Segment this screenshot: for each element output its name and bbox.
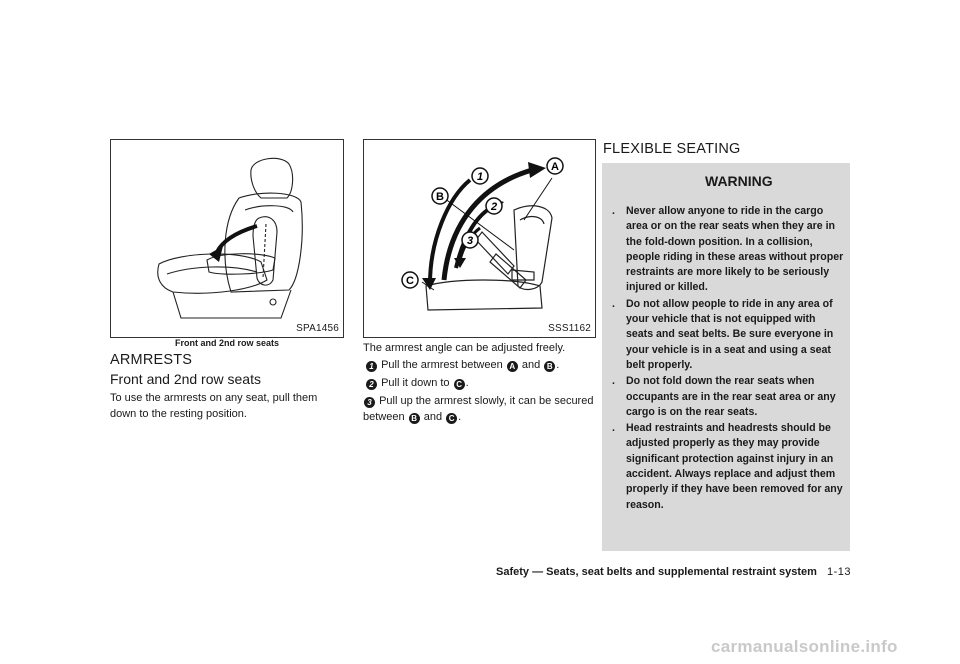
warning-header — [602, 163, 850, 193]
warning-item — [612, 421, 844, 513]
callout-badge: B — [544, 361, 555, 372]
step-text: . — [465, 377, 469, 389]
warning-list — [612, 204, 844, 513]
step-text: and — [423, 411, 443, 423]
subsection-title: Front and 2nd row seats — [110, 371, 261, 387]
step-text: and — [521, 359, 541, 371]
callout-badge: C — [454, 379, 465, 390]
section-title-armrests: ARMRESTS — [110, 352, 193, 368]
armrest-body-text: To use the armrests on any seat, pull them down to the resting position. — [110, 392, 318, 420]
figure-label-1: 1 — [476, 171, 484, 183]
warning-text: Do not fold down the rear seats when occupants are in the rear seat area or any cargo is on the rear seats. — [626, 375, 836, 418]
watermark: carmanualsonline.info — [711, 637, 898, 656]
figure-label-3: 3 — [466, 235, 474, 247]
step-text: . — [556, 359, 560, 371]
figure-caption: Front and 2nd row seats — [174, 338, 279, 348]
page-number: 1-13 — [826, 566, 851, 578]
figure-code: SPA1456 — [296, 323, 339, 334]
figure-label-b: B — [436, 191, 444, 203]
warning-text: Never allow anyone to ride in the cargo area or on the rear seats when they are in the fold-down position. In a collision, people riding in these areas without proper restraints are more likely to be seriously injured or killed. — [626, 205, 844, 294]
figure-label-2: 2 — [490, 201, 498, 213]
warning-text: Head restraints and headrests should be adjusted properly as they may provide significant protection against injury in an accident. Always replace and adjust them properly if they have been removed for any reason. — [626, 422, 843, 511]
figure-label-a: A — [551, 161, 559, 173]
step-number-badge: 2 — [366, 379, 377, 390]
figure-code: SSS1162 — [548, 323, 591, 334]
bullet: . — [612, 297, 615, 310]
callout-badge: C — [446, 413, 457, 424]
step-text: Pull the armrest between — [381, 359, 503, 371]
page-footer — [496, 566, 851, 578]
section-title-flexible-seating: FLEXIBLE SEATING — [603, 141, 741, 157]
warning-item — [612, 204, 844, 296]
warning-item — [612, 374, 844, 420]
step-text: . — [458, 411, 462, 423]
step-text: Pull it down to — [381, 377, 450, 389]
callout-badge: B — [409, 413, 420, 424]
figure-label-c: C — [406, 275, 414, 287]
bullet: . — [612, 422, 615, 435]
seat-illustration — [111, 140, 343, 337]
step-1 — [365, 357, 601, 373]
bullet: . — [612, 375, 615, 388]
step-number-badge: 1 — [366, 361, 377, 372]
bullet: . — [612, 205, 615, 217]
warning-item — [612, 297, 844, 373]
warning-text: Do not allow people to ride in any area of your vehicle that is not equipped with seats and seat belts. Be sure everyone in your vehicle is in a seat and using a seat belt properly. — [626, 297, 834, 371]
footer-text: Safety — Seats, seat belts and supplemental restraint system — [496, 566, 817, 578]
warning-title: WARNING — [705, 173, 773, 189]
step-3 — [363, 393, 597, 425]
armrest-angle-illustration — [364, 140, 595, 337]
seat-armrest-figure — [110, 139, 344, 338]
step-text: Pull up the armrest slowly, it can be secured between — [363, 395, 594, 423]
callout-badge: A — [507, 361, 518, 372]
armrest-angle-intro: The armrest angle can be adjusted freely. — [363, 342, 566, 354]
step-2 — [365, 375, 601, 391]
armrest-angle-figure — [363, 139, 596, 338]
step-number-badge: 3 — [364, 397, 375, 408]
